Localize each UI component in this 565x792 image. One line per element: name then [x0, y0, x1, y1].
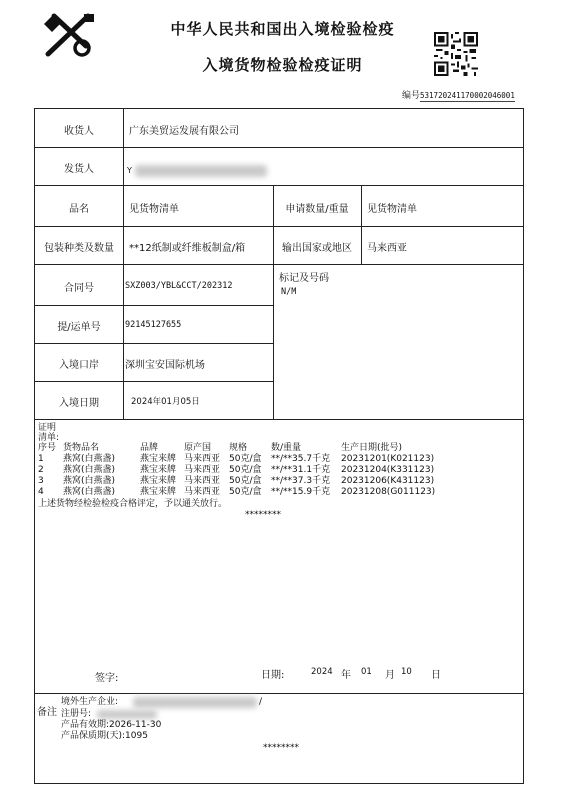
certificate-stars: ******** — [245, 510, 281, 520]
port-value: 深圳宝安国际机场 — [125, 360, 205, 371]
registration-label: 注册号: — [61, 709, 92, 719]
cell-qty: **/**37.3千克 — [271, 476, 331, 486]
cell-name: 燕窝(白燕盏) — [63, 465, 116, 475]
goods-table-header — [38, 443, 528, 454]
sign-month: 01 — [361, 667, 372, 677]
qr-code-icon — [434, 32, 478, 76]
serial-label: 编号 — [402, 91, 421, 101]
consignor-value: Y — [127, 166, 132, 175]
marks-value: N/M — [281, 287, 297, 297]
col-header-name: 货物品名 — [63, 443, 100, 453]
bl-label: 提/运单号 — [57, 322, 101, 333]
remarks-stars: ******** — [263, 743, 299, 753]
certificate-title: 证明 — [38, 423, 57, 433]
document-title: 中华人民共和国出入境检验检疫 — [170, 20, 395, 38]
goods-list-label: 清单: — [38, 433, 60, 443]
sign-date-label: 日期: — [261, 670, 285, 681]
cell-date: 20231201(K021123) — [341, 454, 435, 464]
table-row — [38, 476, 538, 487]
cell-brand: 燕宝来牌 — [140, 454, 177, 464]
cell-spec: 50克/盒 — [229, 487, 262, 497]
marks-label: 标记及号码 — [279, 273, 329, 284]
packing-label: 包装种类及数量 — [44, 243, 114, 254]
table-row — [38, 465, 538, 476]
cell-origin: 马来西亚 — [184, 487, 221, 497]
cell-no: 2 — [38, 465, 44, 475]
consignee-value: 广东美贸运发展有限公司 — [129, 126, 239, 137]
col-header-spec: 规格 — [229, 443, 248, 453]
producer-redaction — [133, 697, 257, 708]
sign-year-unit: 年 — [341, 670, 351, 681]
sign-month-unit: 月 — [385, 670, 395, 681]
document-subtitle: 入境货物检验检疫证明 — [202, 56, 363, 74]
registration-redaction — [97, 710, 157, 719]
cell-origin: 马来西亚 — [184, 476, 221, 486]
cell-spec: 50克/盒 — [229, 476, 262, 486]
quantity-value: 见货物清单 — [367, 204, 417, 215]
col-header-qty: 数/重量 — [271, 443, 302, 453]
cell-name: 燕窝(白燕盏) — [63, 487, 116, 497]
bl-value: 92145127655 — [125, 320, 182, 330]
origin-value: 马来西亚 — [367, 243, 407, 254]
col-header-no: 序号 — [38, 443, 57, 453]
cell-brand: 燕宝来牌 — [140, 465, 177, 475]
cell-origin: 马来西亚 — [184, 454, 221, 464]
cell-no: 4 — [38, 487, 44, 497]
port-label: 入境口岸 — [59, 360, 99, 371]
quantity-label: 申请数量/重量 — [285, 204, 349, 215]
cell-brand: 燕宝来牌 — [140, 476, 177, 486]
serial-value: 531720241170002046001 — [420, 91, 515, 100]
cell-brand: 燕宝来牌 — [140, 487, 177, 497]
product-value: 见货物清单 — [129, 204, 179, 215]
col-header-date: 生产日期(批号) — [341, 443, 403, 453]
table-row — [38, 487, 538, 498]
cell-date: 20231206(K431123) — [341, 476, 435, 486]
contract-label: 合同号 — [64, 283, 94, 294]
certificate-conclusion: 上述货物经检验检疫合格评定，予以通关放行。 — [38, 499, 228, 509]
consignee-label: 收货人 — [64, 126, 94, 137]
sign-year: 2024 — [311, 667, 333, 677]
producer-label: 境外生产企业: — [61, 697, 119, 707]
cell-spec: 50克/盒 — [229, 465, 262, 475]
cell-qty: **/**31.1千克 — [271, 465, 331, 475]
entry-date-value: 2024年01月05日 — [131, 397, 200, 407]
goods-table-body — [38, 454, 528, 498]
contract-value: SXZ003/YBL&CCT/202312 — [125, 281, 233, 291]
cell-name: 燕窝(白燕盏) — [63, 476, 116, 486]
cell-qty: **/**35.7千克 — [271, 454, 331, 464]
sign-day: 10 — [401, 667, 412, 677]
cell-no: 3 — [38, 476, 44, 486]
table-row — [38, 454, 538, 465]
signature-label: 签字: — [95, 673, 119, 684]
cell-qty: **/**15.9千克 — [271, 487, 331, 497]
consignor-label: 发货人 — [64, 164, 94, 175]
producer-tail: / — [259, 697, 263, 707]
validity-line: 产品有效期:2026-11-30 — [61, 720, 162, 730]
origin-label: 输出国家或地区 — [282, 243, 352, 254]
cell-origin: 马来西亚 — [184, 465, 221, 475]
entry-date-label: 入境日期 — [59, 398, 99, 409]
remarks-label: 备注 — [37, 707, 57, 718]
cell-date: 20231204(K331123) — [341, 465, 435, 475]
serial-number — [402, 88, 515, 101]
col-header-brand: 品牌 — [140, 443, 159, 453]
cell-date: 20231208(G011123) — [341, 487, 436, 497]
cell-name: 燕窝(白燕盏) — [63, 454, 116, 464]
shelf-life-line: 产品保质期(天):1095 — [61, 731, 148, 741]
certificate-frame — [34, 108, 524, 784]
col-header-origin: 原产国 — [184, 443, 212, 453]
packing-value: **12纸制或纤维板制盒/箱 — [129, 243, 246, 254]
product-label: 品名 — [69, 204, 89, 215]
cell-no: 1 — [38, 454, 44, 464]
sign-day-unit: 日 — [431, 670, 441, 681]
cell-spec: 50克/盒 — [229, 454, 262, 464]
consignor-redaction — [135, 165, 267, 177]
